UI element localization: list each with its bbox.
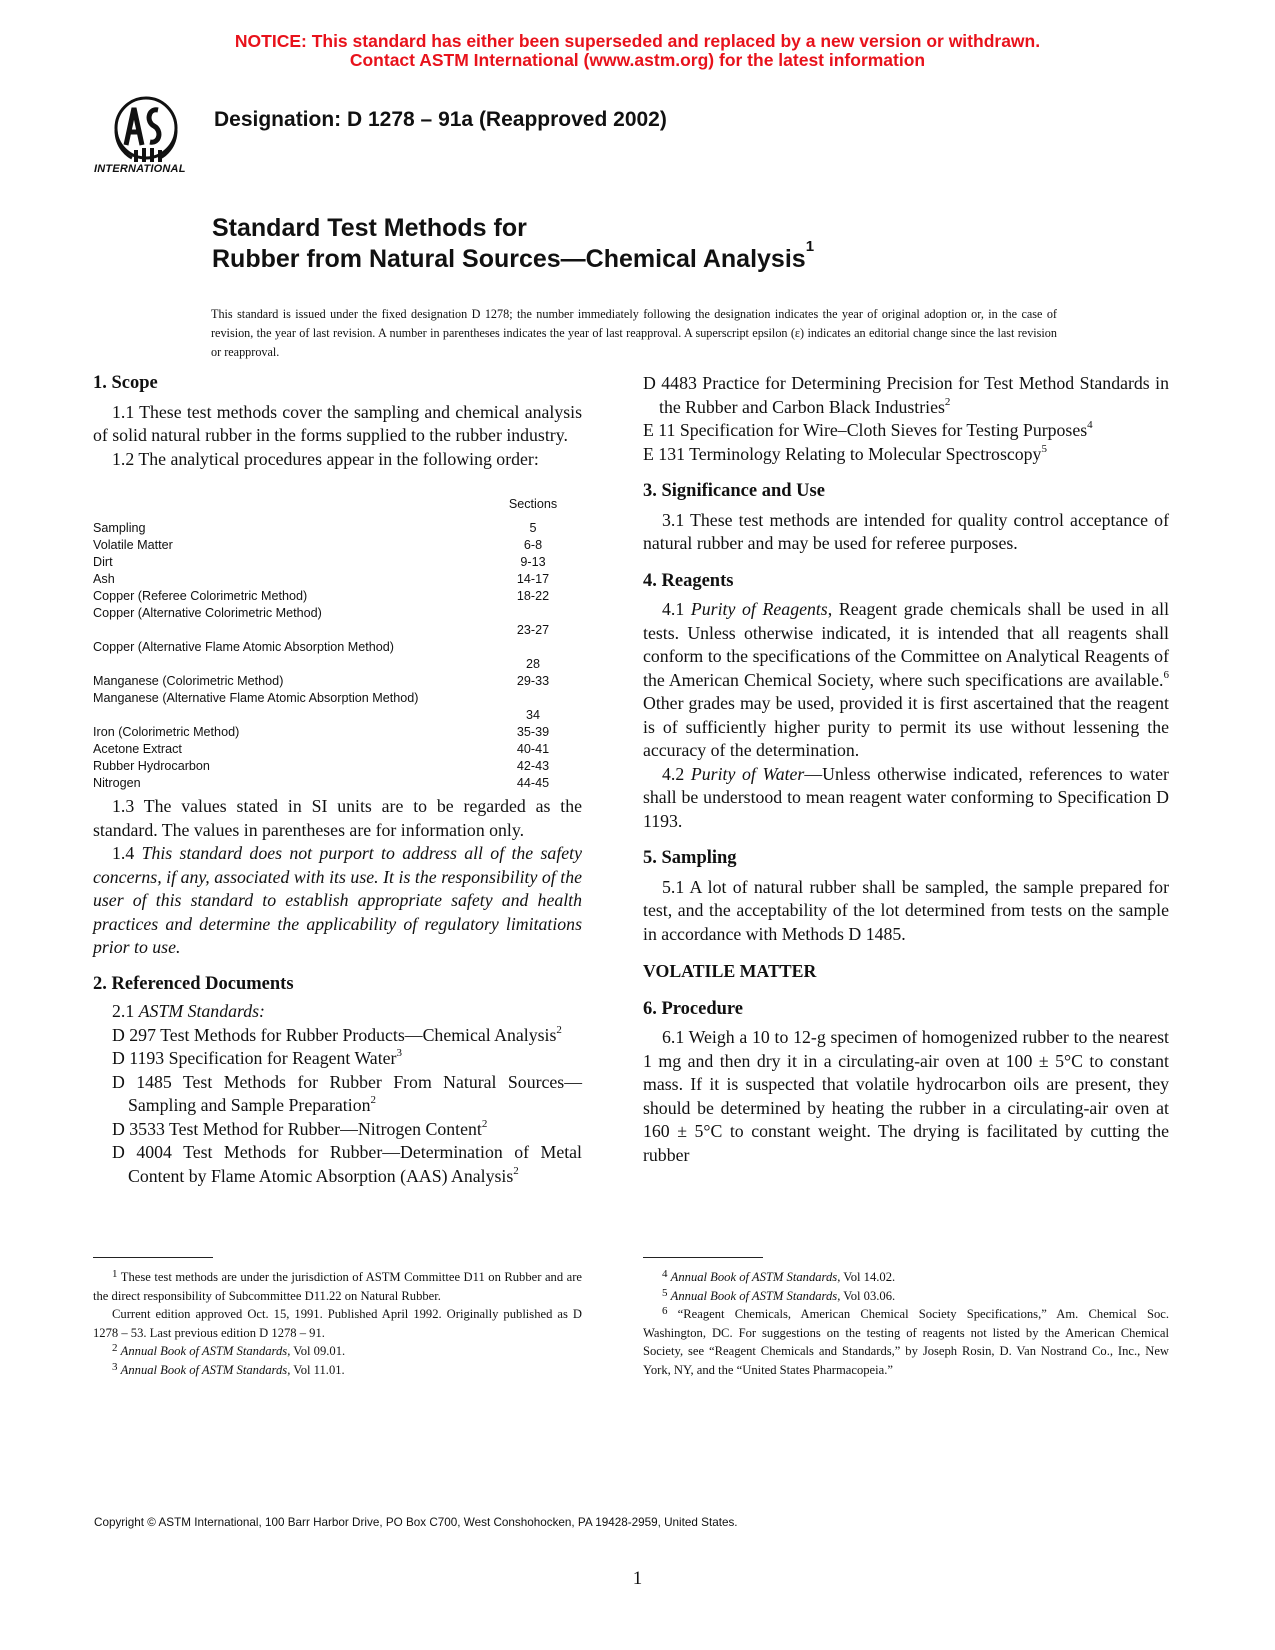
scope-1-4: 1.4 This standard does not purport to address all of the safety concerns, if any, associated with its use. It is the responsibility of the user of this standard to establish appropriate safety and health practices and determine the applicability of regulatory limitations prior to use. [93, 843, 582, 957]
title-footnote-mark: 1 [805, 238, 815, 255]
page-title [212, 213, 814, 275]
footnote-3: $^3$ Annual Book of ASTM Standards, Vol 11.01. [112, 1360, 345, 1377]
ref-item: D 297 Test Methods for Rubber Products—Chemical Analysis$^2$ [112, 1023, 562, 1045]
left-column-top [93, 372, 582, 471]
sections-header: Sections [508, 497, 558, 511]
referenced-heading: 2. Referenced Documents [93, 973, 294, 994]
sampling-5-1: 5.1 A lot of natural rubber shall be sampled, the sample prepared for test, and the acceptability of the lot determined from tests on the sample in accordance with Methods D 1485. [643, 876, 1169, 944]
ref-item: D 4004 Test Methods for Rubber—Determination of Metal Content by Flame Atomic Absorption (AAS) Analysis$^2$ [112, 1142, 582, 1186]
astm-logo-icon [96, 90, 200, 190]
notice-line-2: Contact ASTM International (www.astm.org) for the latest information [349, 50, 926, 70]
copyright: Copyright © ASTM International, 100 Barr Harbor Drive, PO Box C700, West Conshohocken, PA 19428-2959, United States. [94, 1516, 738, 1529]
footnote-rule-left [93, 1257, 213, 1258]
title-line-1: Standard Test Methods for [212, 214, 527, 242]
footnote-1: $^1$ These test methods are under the jurisdiction of ASTM Committee D11 on Rubber and are the direct responsibility of Subcommittee D11.22 on Natural Rubber. [93, 1268, 582, 1303]
right-column [643, 372, 1169, 1167]
footnote-5: $^5$ Annual Book of ASTM Standards, Vol 03.06. [662, 1286, 896, 1303]
issue-note: This standard is issued under the fixed designation D 1278; the number immediately following the designation indicates the year of original adoption or, in the case of revision, the year of last revision. A number in parentheses indicates the year of last reapproval. A superscript epsilon (ε) indicates an editorial change since the last revision or reapproval. [211, 307, 1057, 359]
ref-item: E 131 Terminology Relating to Molecular Spectroscopy$^5$ [643, 442, 1047, 464]
left-column-mid [93, 795, 582, 1188]
ref-item: D 3533 Test Method for Rubber—Nitrogen Content$^2$ [112, 1117, 488, 1139]
reagents-4-2: 4.2 Purity of Water—Unless otherwise indicated, references to water shall be understood to mean reagent water conforming to Specification D 1193. [643, 763, 1169, 831]
footnote-1b: Current edition approved Oct. 15, 1991. Published April 1992. Originally published as D 1278 – 53. Last previous edition D 1278 – 91. [93, 1307, 582, 1340]
procedure-6-1: 6.1 Weigh a 10 to 12-g specimen of homogenized rubber to the nearest 1 mg and then dry it in a circulating-air oven at 100 ± 5°C to constant mass. If it is suspected that volatile hydrocarbon oils are present, they should be determined by heating the rubber in a circulating-air oven at 160 ± 5°C to constant weight. The drying is facilitated by cutting the rubber [643, 1027, 1169, 1165]
footnotes-right [643, 1268, 1169, 1379]
scope-1-1: 1.1 These test methods cover the sampling and chemical analysis of solid natural rubber in the forms supplied to the rubber industry. [93, 401, 582, 445]
scope-1-3: 1.3 The values stated in SI units are to be regarded as the standard. The values in parentheses are for information only. [93, 796, 582, 840]
volatile-matter-heading: VOLATILE MATTER [643, 961, 817, 981]
reagents-heading: 4. Reagents [643, 570, 734, 591]
footnotes-left [93, 1268, 582, 1379]
designation: Designation: D 1278 – 91a (Reapproved 2002) [214, 108, 667, 131]
ref-item: D 4483 Practice for Determining Precision for Test Method Standards in the Rubber and Carbon Black Industries$^2$ [643, 373, 1169, 417]
scope-1-2: 1.2 The analytical procedures appear in the following order: [112, 448, 539, 469]
significance-heading: 3. Significance and Use [643, 481, 825, 501]
ref-item: E 11 Specification for Wire–Cloth Sieves for Testing Purposes$^4$ [643, 419, 1093, 440]
notice-line-1: NOTICE: This standard has either been superseded and replaced by a new version or withdrawn. [234, 31, 1041, 51]
sampling-heading: 5. Sampling [643, 848, 737, 868]
ref-item: D 1193 Specification for Reagent Water$^3$ [112, 1047, 402, 1068]
logo-text: INTERNATIONAL [94, 163, 186, 175]
scope-heading: 1. Scope [93, 373, 158, 393]
title-line-2: Rubber from Natural Sources—Chemical Analysis [212, 245, 806, 273]
footnote-4: $^4$ Annual Book of ASTM Standards, Vol 14.02. [662, 1268, 896, 1284]
footnote-rule-right [643, 1257, 763, 1258]
significance-3-1: 3.1 These test methods are intended for quality control acceptance of natural rubber and may be used for referee purposes. [643, 509, 1169, 553]
referenced-2-1: 2.1 ASTM Standards: [112, 1001, 265, 1021]
footnote-2: $^2$ Annual Book of ASTM Standards, Vol 09.01. [112, 1342, 346, 1358]
page-number: 1 [632, 1568, 643, 1589]
withdrawal-notice [0, 32, 1275, 70]
procedure-heading: 6. Procedure [643, 998, 744, 1019]
footnote-6: $^6$ “Reagent Chemicals, American Chemical Society Specifications,” Am. Chemical Soc. Washington, DC. For suggestions on the testing of reagents not listed by the American Chemical Society, see “Reagent Chemicals and Standards,” by Joseph Rosin, D. Van Nostrand Co., Inc., New York, NY, and the “United States Pharmacopeia.” [643, 1305, 1169, 1377]
ref-item: D 1485 Test Methods for Rubber From Natural Sources—Sampling and Sample Preparation$^2$ [112, 1071, 582, 1115]
reagents-4-1: 4.1 Purity of Reagents, Reagent grade chemicals shall be used in all tests. Unless otherwise indicated, it is intended that all reagents shall conform to the specifications of the Committee on Analytical Reagents of the American Chemical Society, where such specifications are available.$^6$ Other grades may be used, provided it is first ascertained that the reagent is of sufficiently higher purity to permit its use without lessening the accuracy of the determination. [643, 599, 1170, 760]
